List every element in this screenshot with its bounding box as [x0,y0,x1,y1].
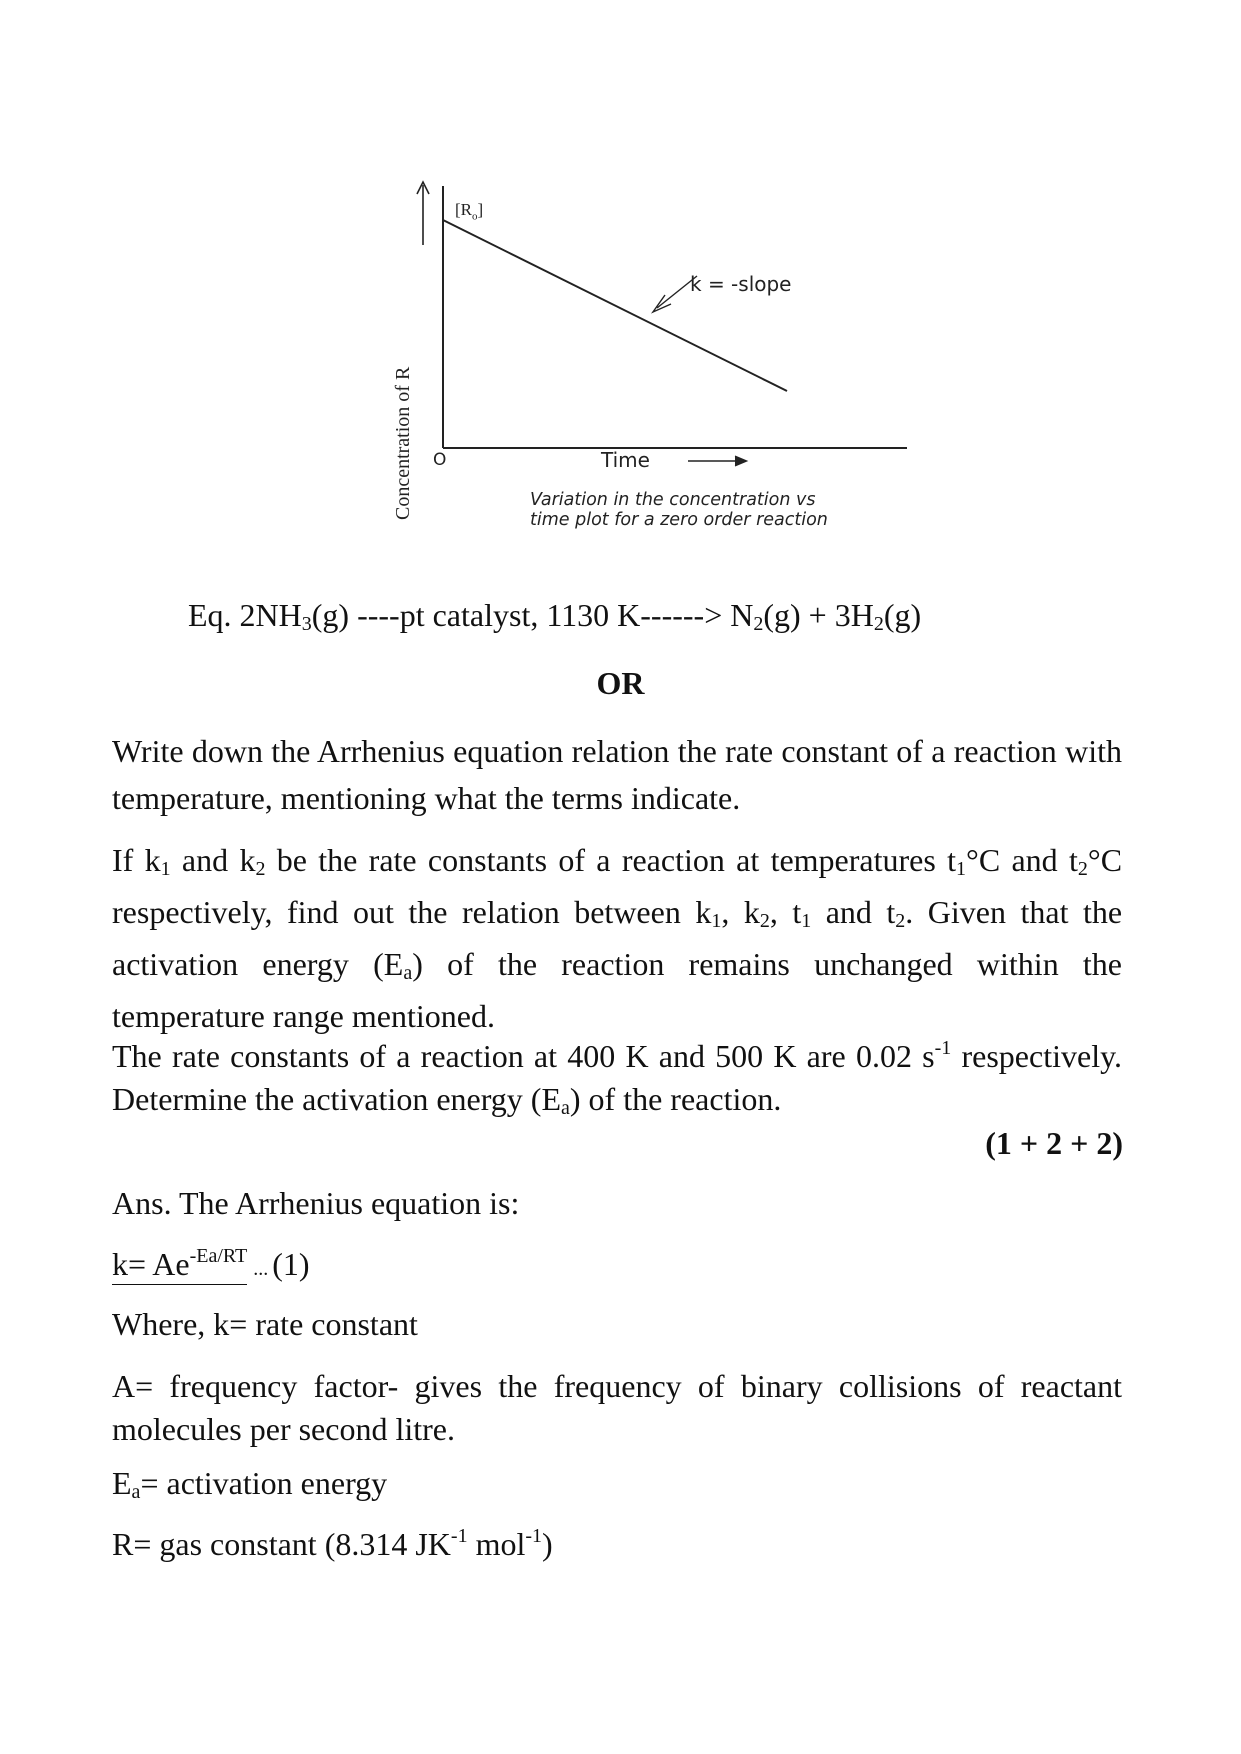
arrhenius-equation: $k= Ae^{-Ea/RT}$... (1) [112,1245,310,1283]
arrhenius-formula: $k= Ae^{-Ea/RT}$ [112,1246,247,1285]
slope-label: k = -slope [690,272,792,296]
series-line [443,220,787,391]
figure-caption: Variation in the concentration vs time plot for a zero order reaction [530,490,828,530]
question-paragraph-3: The rate constants of a reaction at 400 K and 500 K are 0.02 $s^{-1}$ respectively. Determine the activation energy $(E_a)$ of the reaction. [112,1037,1123,1119]
x-arrow-head [735,456,747,466]
definition-k: Where, k= rate constant [112,1306,418,1342]
origin-label: O [433,450,447,470]
question-paragraph-2: If $k_1$ and $k_2$ be the rate constants of a reaction at temperatures $t_1^\circ C$ and $t_2^\circ C$ respectively, find out the relation between $k_1$, $k_2$, $t_1$ and $t_2$. Given that the activation energy $(E_a)$ of the reaction remains unchanged within the temperature range mentioned. [112,842,1123,1034]
r0-label: $[R_o]$ [455,200,484,223]
y-axis-label: Concentration of R [392,366,414,520]
zero-order-plot [395,180,935,540]
definition-a: A= frequency factor- gives the frequency of binary collisions of reactant molecules per second litre. [112,1368,1122,1447]
x-axis-label: Time [601,448,650,472]
definition-ea: $E_a=$ activation energy [112,1465,388,1503]
or-separator: OR [596,665,645,701]
question-paragraph-1: Write down the Arrhenius equation relation the rate constant of a reaction with temperature, mentioning what the terms indicate. [112,733,1122,816]
decomposition-equation: Eq. $2NH_3(g)$ ----pt catalyst, 1130 $K------> N_2(g) + 3H_2(g)$ [188,597,922,635]
answer-intro: Ans. The Arrhenius equation is: [112,1185,520,1221]
definition-r: R= gas constant (8.314 $JK^{-1}$ mol$^{-1}$) [112,1525,553,1562]
marks-allocation: (1 + 2 + 2) [985,1125,1123,1161]
concentration-time-figure [395,180,935,540]
